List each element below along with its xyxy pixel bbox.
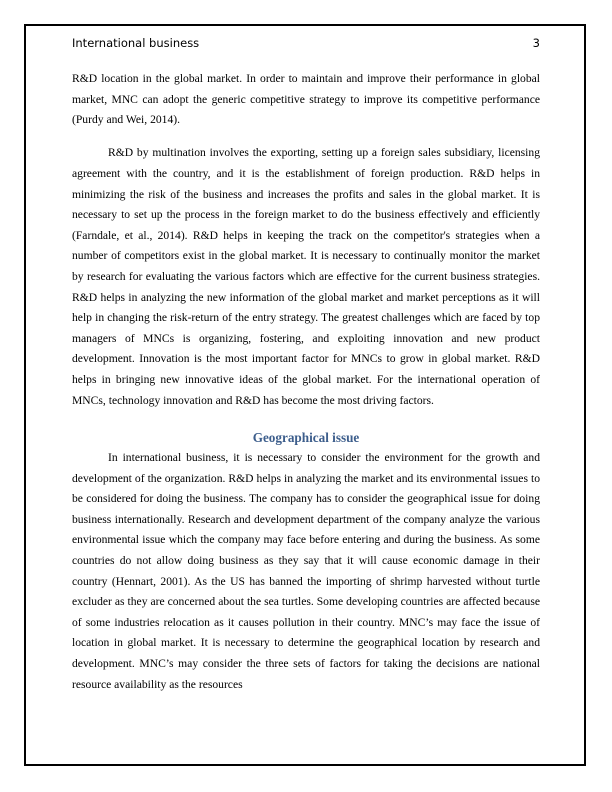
page-header: [72, 36, 540, 50]
page-number: 3: [532, 36, 540, 50]
section-heading: Geographical issue: [252, 430, 360, 446]
section-paragraph: In international business, it is necessary to consider the environment for the growth and development of the organization. R&D helps in analyzing the market and its environmental issues to be considered for doing the business. The company has to consider the geographical issue for doing business internationally. Research and development department of the company analyze the various environmental issue which the company may face before entering and during the business. As some countries do not allow doing business as they say that it will cause economic damage in their country (Hennart, 2001). As the US has banned the importing of shrimp harvested without turtle excluder as they are concerned about the sea turtles. Some developing countries are affected because of some industries relocation as it causes pollution in their country. MNC’s may face the issue of location in global market. It is necessary to determine the geographical location by research and development. MNC’s may consider the three sets of factors for taking the decisions are national resource availability as the resources: [72, 451, 540, 691]
paragraph-2: R&D by multination involves the exporting, setting up a foreign sales subsidiary, licensing agreement with the country, and it is the establishment of foreign production. R&D helps in minimizing the risk of the business and increases the profits and sales in the global market. It is necessary to set up the process in the foreign market to do the business effectively and efficiently (Farndale, et al., 2014). R&D helps in keeping the track on the competitor's strategies when a number of competitors exist in the global market. It is necessary to continually monitor the market by research for evaluating the various factors which are effective for the current business strategies. R&D helps in analyzing the new information of the global market and market perceptions as it will help in changing the risk-return of the entry strategy. The greatest challenges which are faced by top managers of MNCs is organizing, fostering, and exploiting innovation and new product development. Innovation is the most important factor for MNCs to grow in global market. R&D helps in bringing new innovative ideas of the global market. For the international operation of MNCs, technology innovation and R&D has become the most driving factors.: [72, 146, 540, 407]
document-body: [72, 69, 540, 695]
paragraph-1: R&D location in the global market. In order to maintain and improve their performance in global market, MNC can adopt the generic competitive strategy to improve its competitive performance (Purdy and Wei, 2014).: [72, 72, 540, 127]
header-title: International business: [72, 36, 200, 50]
